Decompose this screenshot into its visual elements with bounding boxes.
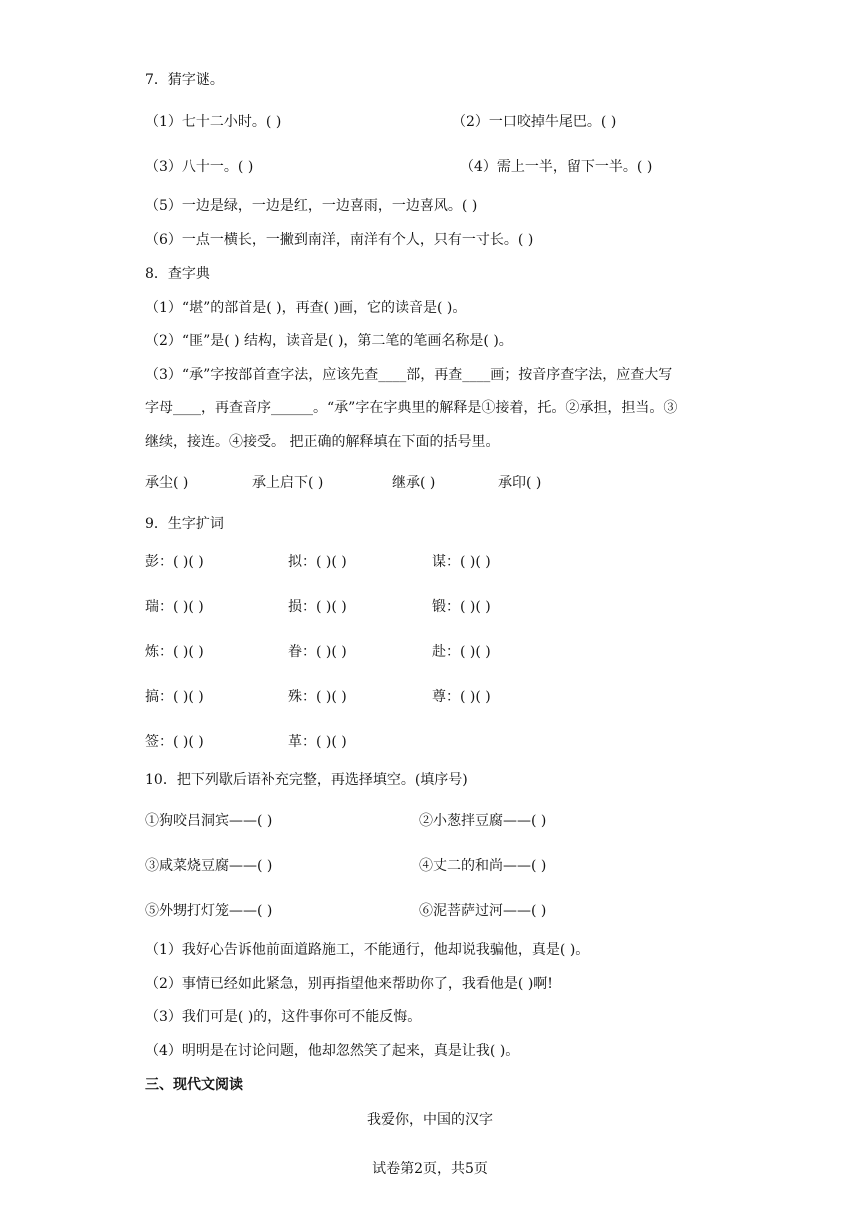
q9-cell: 瑞：( )( )	[145, 599, 204, 615]
q8-item-1: （1）“堪”的部首是( )，再查( )画，它的读音是( )。	[145, 300, 467, 316]
q10-proverb-5: ⑤外甥打灯笼——( )	[145, 903, 273, 919]
q8-fill-1: 承尘( )	[145, 475, 189, 491]
q10-item-2: （2）事情已经如此紧急，别再指望他来帮助你了，我看他是( )啊!	[145, 976, 553, 992]
q9-cell: 彭：( )( )	[145, 554, 204, 570]
passage-title: 我爱你，中国的汉字	[367, 1112, 493, 1128]
q8-item-3: （3）“承”字按部首查字法，应该先查____部，再查____画；按音序查字法，应查大写	[145, 367, 673, 383]
q9-cell: 殊：( )( )	[288, 689, 347, 705]
q8-fill-2: 承上启下( )	[252, 475, 324, 491]
q9-cell: 尊：( )( )	[432, 689, 491, 705]
q9-cell: 拟：( )( )	[288, 554, 347, 570]
q7-item-5: （5）一边是绿，一边是红，一边喜雨，一边喜风。( )	[145, 198, 478, 214]
q10-item-4: （4）明明是在讨论问题，他却忽然笑了起来，真是让我( )。	[145, 1043, 520, 1059]
q8-fill-4: 承印( )	[498, 475, 542, 491]
q8-item-2: （2）“匪”是( ) 结构，读音是( )，第二笔的笔画名称是( )。	[145, 333, 513, 349]
q7-item-6: （6）一点一横长，一撇到南洋，南洋有个人，只有一寸长。( )	[145, 232, 534, 248]
q8-fill-3: 继承( )	[392, 475, 436, 491]
q10-proverb-3: ③咸菜烧豆腐——( )	[145, 858, 273, 874]
q9-cell: 锻：( )( )	[432, 599, 491, 615]
q9-cell: 眷：( )( )	[288, 644, 347, 660]
q10-proverb-4: ④丈二的和尚——( )	[419, 858, 547, 874]
section-heading: 三、现代文阅读	[145, 1077, 243, 1093]
q10-proverb-6: ⑥泥菩萨过河——( )	[419, 903, 547, 919]
q8-heading: 8．查字典	[145, 266, 210, 282]
q9-cell: 搞：( )( )	[145, 689, 204, 705]
q7-item-4: （4）需上一半，留下一半。( )	[460, 159, 653, 175]
q9-cell: 炼：( )( )	[145, 644, 204, 660]
q10-heading: 10．把下列歇后语补充完整，再选择填空。(填序号)	[145, 772, 468, 788]
q9-cell: 签：( )( )	[145, 734, 204, 750]
q10-proverb-2: ②小葱拌豆腐——( )	[419, 813, 547, 829]
page-footer: 试卷第2页，共5页	[372, 1161, 488, 1177]
q7-item-2: （2）一口咬掉牛尾巴。( )	[452, 114, 617, 130]
q10-proverb-1: ①狗咬吕洞宾——( )	[145, 813, 273, 829]
q8-item-3-cont: 字母____，再查音序______。“承”字在字典里的解释是①接着，托。②承担，担当。③	[145, 400, 678, 416]
q9-cell: 赴：( )( )	[432, 644, 491, 660]
q7-item-3: （3）八十一。( )	[145, 159, 254, 175]
q7-item-1: （1）七十二小时。( )	[145, 114, 282, 130]
q10-item-1: （1）我好心告诉他前面道路施工，不能通行，他却说我骗他，真是( )。	[145, 942, 590, 958]
q9-cell: 损：( )( )	[288, 599, 347, 615]
q8-item-3-cont2: 继续，接连。④接受。 把正确的解释填在下面的括号里。	[145, 434, 500, 450]
q10-item-3: （3）我们可是( )的，这件事你可不能反悔。	[145, 1009, 422, 1025]
q9-cell: 革：( )( )	[288, 734, 347, 750]
q7-heading: 7．猜字谜。	[145, 72, 224, 88]
q9-cell: 谋：( )( )	[432, 554, 491, 570]
q9-heading: 9．生字扩词	[145, 516, 224, 532]
